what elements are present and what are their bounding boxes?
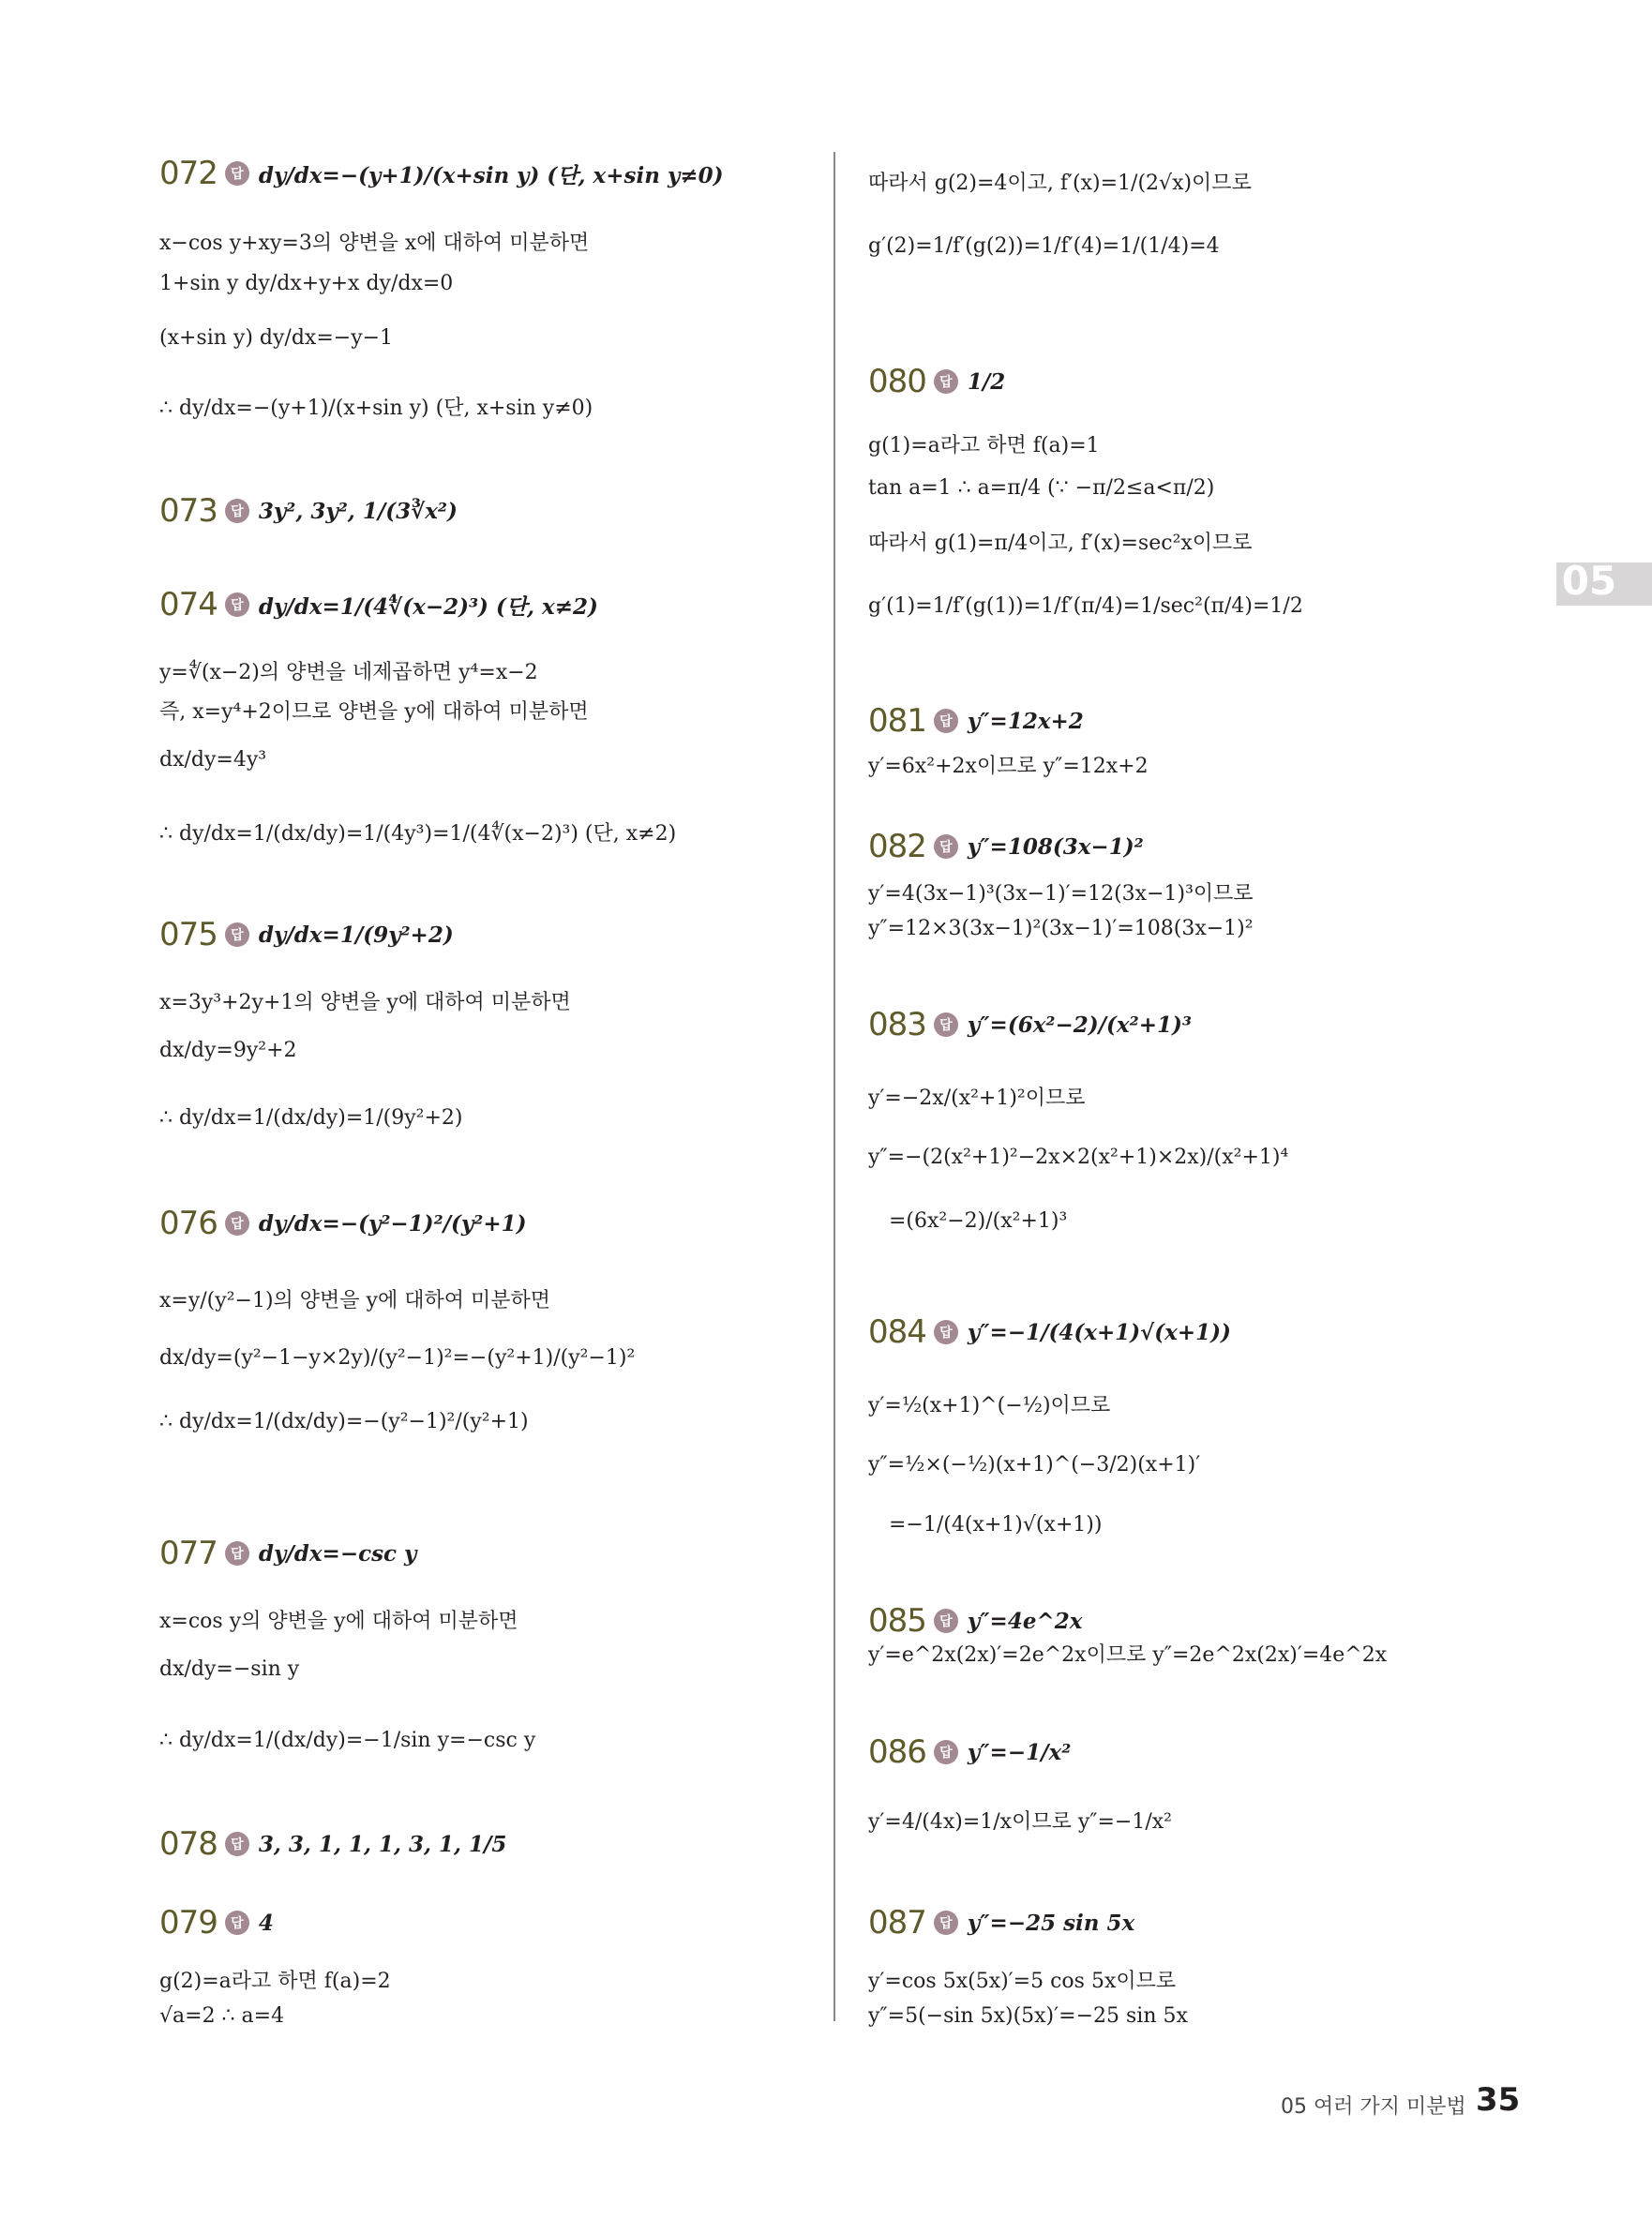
page-number: 35: [1476, 2081, 1521, 2119]
problem-number: 086: [868, 1733, 926, 1771]
solution-line: ∴ dy/dx=1/(dx/dy)=1/(9y²+2): [159, 1106, 463, 1130]
solution-line: dx/dy=9y²+2: [159, 1039, 297, 1062]
solution-line: √a=2 ∴ a=4: [159, 2004, 285, 2028]
answer-text: dy/dx=1/(9y²+2): [258, 922, 454, 948]
answer-text: y″=(6x²−2)/(x²+1)³: [967, 1012, 1192, 1038]
solution-line: dx/dy=(y²−1−y×2y)/(y²−1)²=−(y²+1)/(y²−1)²: [159, 1346, 636, 1370]
solution-line: ∴ dy/dx=1/(dx/dy)=1/(4y³)=1/(4∜(x−2)³) (단, x≠2): [159, 822, 677, 846]
solution-line: x=3y³+2y+1의 양변을 y에 대하여 미분하면: [159, 991, 571, 1014]
problem-076: [159, 1191, 816, 1433]
solution-line: y′=½(x+1)^(−½)이므로: [868, 1394, 1111, 1417]
solution-line: x=cos y의 양변을 y에 대하여 미분하면: [159, 1610, 518, 1633]
problem-number: 079: [159, 1904, 218, 1942]
problem-073: [159, 478, 816, 544]
solution-line: =(6x²−2)/(x²+1)³: [889, 1209, 1068, 1233]
problem-087: [868, 1890, 1393, 2028]
problem-085: [868, 1588, 1393, 1667]
problem-number: 082: [868, 828, 926, 865]
problem-head: [159, 1521, 816, 1586]
solution-line: y=∜(x−2)의 양변을 네제곱하면 y⁴=x−2: [159, 661, 538, 684]
solution-line: y′=e^2x(2x)′=2e^2x이므로 y″=2e^2x(2x)′=4e^2x: [868, 1643, 1388, 1667]
solution-line: g′(1)=1/f′(g(1))=1/f′(π/4)=1/sec²(π/4)=1/2: [868, 594, 1303, 618]
footer-chapter-title: 05 여러 가지 미분법: [1281, 2095, 1466, 2119]
answer-text: dy/dx=1/(4∜(x−2)³) (단, x≠2): [258, 593, 598, 620]
solution-line: g′(2)=1/f′(g(2))=1/f′(4)=1/(1/4)=4: [868, 234, 1220, 258]
problem-080: [868, 349, 1393, 618]
problem-head: [159, 1890, 816, 1956]
problem-number: 085: [868, 1602, 926, 1640]
problem-number: 077: [159, 1535, 218, 1572]
solution-line: y″=12×3(3x−1)²(3x−1)′=108(3x−1)²: [868, 917, 1254, 940]
answer-text: 4: [258, 1910, 274, 1936]
problem-083: [868, 992, 1393, 1233]
solution-line: y′=4/(4x)=1/x이므로 y″=−1/x²: [868, 1810, 1172, 1834]
answer-text: y″=108(3x−1)²: [967, 833, 1144, 860]
problem-number: 078: [159, 1825, 218, 1863]
answer-badge: 답: [225, 1832, 249, 1856]
answer-text: y″=4e^2x: [967, 1608, 1083, 1634]
problem-number: 074: [159, 586, 218, 623]
answer-text: y″=−1/(4(x+1)√(x+1)): [967, 1319, 1231, 1345]
solution-line: g(1)=a라고 하면 f(a)=1: [868, 434, 1100, 457]
answer-badge: 답: [934, 1320, 958, 1344]
answer-badge: 답: [934, 1911, 958, 1935]
solution-line: dx/dy=4y³: [159, 748, 267, 772]
answer-badge: 답: [934, 369, 958, 394]
solution-line: y″=−(2(x²+1)²−2x×2(x²+1)×2x)/(x²+1)⁴: [868, 1146, 1289, 1169]
answer-text: 1/2: [967, 368, 1006, 395]
solution-line: ∴ dy/dx=−(y+1)/(x+sin y) (단, x+sin y≠0): [159, 397, 593, 420]
problem-number: 084: [868, 1313, 926, 1351]
answer-text: y″=−1/x²: [967, 1739, 1072, 1765]
answer-badge: 답: [225, 1541, 249, 1566]
answer-badge: 답: [934, 834, 958, 859]
answer-text: dy/dx=−(y²−1)²/(y²+1): [258, 1210, 527, 1237]
answer-text: dy/dx=−csc y: [258, 1540, 417, 1567]
solution-line: y′=6x²+2x이므로 y″=12x+2: [868, 755, 1149, 778]
problem-head: [868, 688, 1393, 754]
answer-badge: 답: [934, 709, 958, 733]
problem-number: 075: [159, 916, 218, 953]
problem-082: [868, 814, 1393, 940]
problem-head: [868, 992, 1393, 1057]
problem-head: [159, 478, 816, 544]
problem-head: [159, 1811, 816, 1877]
solution-line: dx/dy=−sin y: [159, 1657, 300, 1681]
solution-line: 따라서 g(2)=4이고, f′(x)=1/(2√x)이므로: [868, 172, 1252, 195]
answer-badge: 답: [934, 1012, 958, 1037]
problem-081: [868, 688, 1393, 778]
answer-text: 3, 3, 1, 1, 1, 3, 1, 1/5: [258, 1831, 507, 1857]
problem-head: [159, 141, 816, 206]
answer-badge: 답: [225, 922, 249, 947]
solution-line: g(2)=a라고 하면 f(a)=2: [159, 1970, 391, 1993]
answer-badge: 답: [225, 161, 249, 186]
answer-badge: 답: [934, 1740, 958, 1764]
solution-line: y′=4(3x−1)³(3x−1)′=12(3x−1)³이므로: [868, 882, 1254, 906]
problem-086: [868, 1719, 1393, 1834]
problem-number: 080: [868, 363, 926, 400]
problem-079: [159, 1890, 816, 2028]
problem-head: [868, 814, 1393, 879]
problem-head: [868, 349, 1393, 414]
problem-number: 072: [159, 155, 218, 192]
problem-074: [159, 572, 816, 846]
solution-line: 따라서 g(1)=π/4이고, f′(x)=sec²x이므로: [868, 532, 1253, 555]
solution-line: ∴ dy/dx=1/(dx/dy)=−1/sin y=−csc y: [159, 1729, 536, 1752]
solution-line: tan a=1 ∴ a=π/4 (∵ −π/2≤a<π/2): [868, 476, 1215, 500]
problem-head: [159, 1191, 816, 1256]
solution-line: y′=cos 5x(5x)′=5 cos 5x이므로: [868, 1970, 1177, 1993]
solution-line: y″=5(−sin 5x)(5x)′=−25 sin 5x: [868, 2004, 1188, 2028]
problem-077: [159, 1521, 816, 1752]
answer-badge: 답: [225, 499, 249, 523]
answer-text: 3y², 3y², 1/(3∛x²): [258, 498, 458, 524]
problem-078: [159, 1811, 816, 1877]
column-divider: [834, 152, 835, 2021]
problem-number: 076: [159, 1205, 218, 1242]
answer-text: y″=−25 sin 5x: [967, 1910, 1135, 1936]
problem-number: 087: [868, 1904, 926, 1942]
problem-head: [868, 1719, 1393, 1785]
solution-line: x−cos y+xy=3의 양변을 x에 대하여 미분하면: [159, 232, 590, 255]
problem-084: [868, 1299, 1393, 1537]
answer-text: y″=12x+2: [967, 708, 1084, 734]
solution-line: =−1/(4(x+1)√(x+1)): [889, 1513, 1103, 1537]
solution-line: 즉, x=y⁴+2이므로 양변을 y에 대하여 미분하면: [159, 700, 589, 724]
solution-line: 1+sin y dy/dx+y+x dy/dx=0: [159, 272, 454, 295]
solution-line: (x+sin y) dy/dx=−y−1: [159, 326, 394, 350]
answer-text: dy/dx=−(y+1)/(x+sin y) (단, x+sin y≠0): [258, 162, 724, 188]
solution-line: y″=½×(−½)(x+1)^(−3/2)(x+1)′: [868, 1453, 1201, 1477]
problem-number: 081: [868, 702, 926, 740]
problem-head: [868, 1890, 1393, 1956]
solution-line: ∴ dy/dx=1/(dx/dy)=−(y²−1)²/(y²+1): [159, 1410, 529, 1433]
problem-072: [159, 141, 816, 420]
answer-badge: 답: [225, 1211, 249, 1236]
answer-badge: 답: [225, 1911, 249, 1935]
problem-head: [159, 902, 816, 967]
answer-badge: 답: [934, 1609, 958, 1633]
answer-badge: 답: [225, 592, 249, 617]
solution-line: x=y/(y²−1)의 양변을 y에 대하여 미분하면: [159, 1289, 550, 1312]
problem-head: [159, 572, 816, 637]
solution-line: y′=−2x/(x²+1)²이므로: [868, 1087, 1086, 1110]
problem-number: 073: [159, 492, 218, 530]
problem-number: 083: [868, 1006, 926, 1043]
problem-075: [159, 902, 816, 1130]
problem-head: [868, 1299, 1393, 1365]
chapter-side-number: 05: [1561, 558, 1617, 604]
